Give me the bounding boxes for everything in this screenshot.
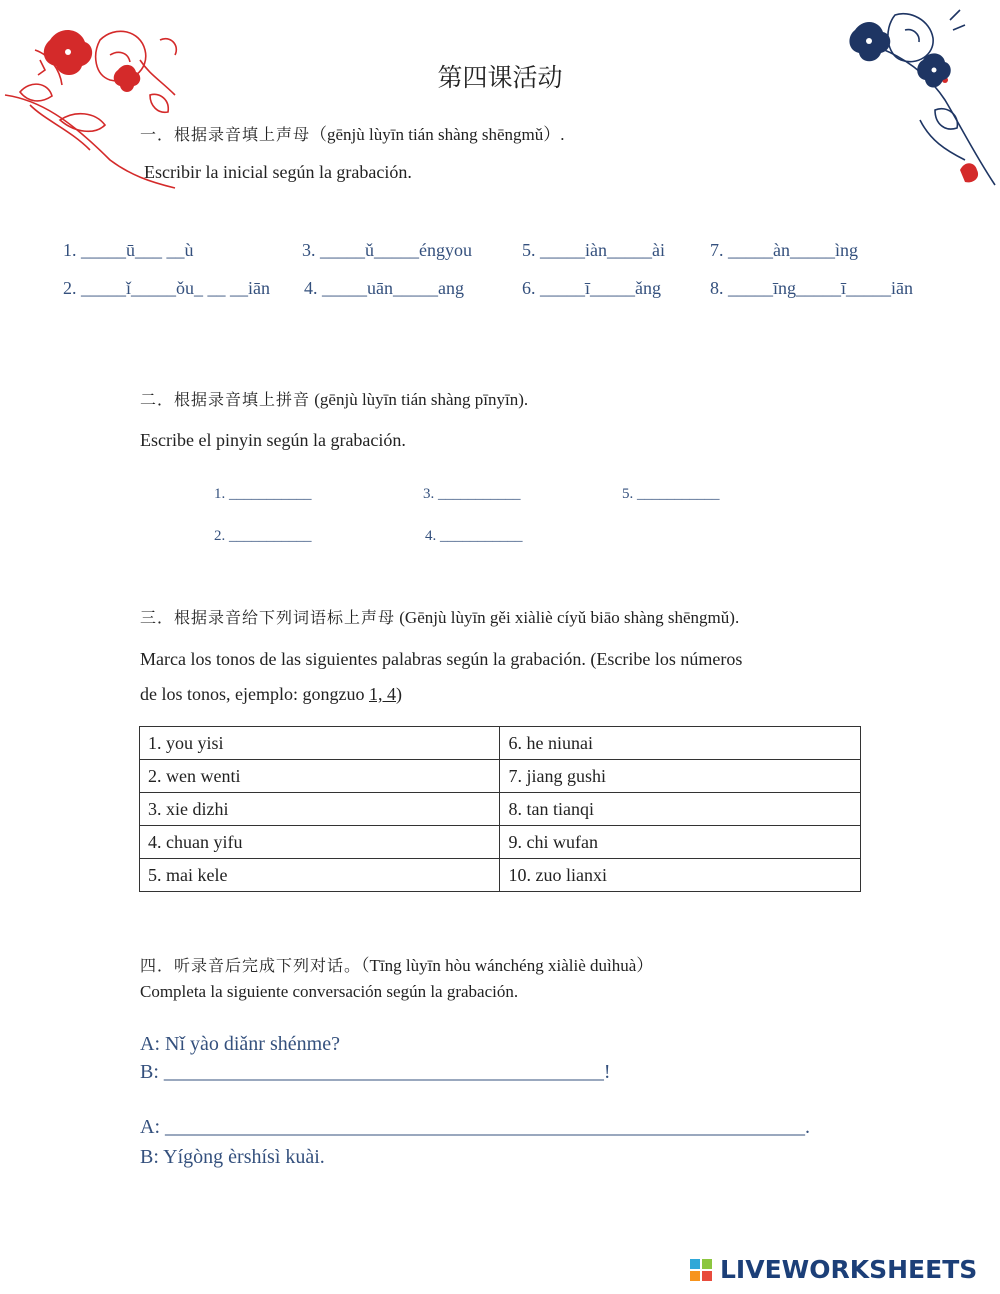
- table-cell[interactable]: 4. chuan yifu: [140, 826, 500, 859]
- table-cell[interactable]: 2. wen wenti: [140, 760, 500, 793]
- section4-heading-pinyin: （Tīng lùyīn hòu wánchéng xiàliè duìhuà）: [361, 956, 654, 975]
- section3-instruction-line1: Marca los tonos de las siguientes palabras según la grabación. (Escribe los números: [140, 649, 743, 669]
- s2-item-3[interactable]: 3. ___________: [423, 486, 521, 502]
- navy-flower-icon: [835, 0, 1000, 190]
- section3-instruction-line2: [140, 684, 402, 705]
- section2-heading-zh: 二．根据录音填上拼音: [140, 390, 311, 409]
- dialogue-line-b1[interactable]: B: ____________________________________________!: [140, 1061, 611, 1083]
- dialogue-line-b2: B: Yígòng èrshísì kuài.: [140, 1146, 325, 1168]
- section1-heading-pinyin: （gēnjù lùyīn tián shàng shēngmǔ）.: [310, 125, 565, 144]
- section2-heading: [140, 387, 528, 410]
- instruction-prefix: de los tonos, ejemplo: gongzuo: [140, 684, 369, 704]
- table-row: [140, 760, 861, 793]
- s2-item-5[interactable]: 5. ___________: [622, 486, 720, 502]
- s1-item-3[interactable]: 3. _____ǔ_____éngyou: [302, 240, 472, 260]
- section3-heading-pinyin: (Gēnjù lùyīn gěi xiàliè cíyǔ biāo shàng shēngmǔ).: [399, 608, 740, 627]
- dialogue-line-a2[interactable]: A: ________________________________________________________________.: [140, 1116, 810, 1138]
- tones-table: [139, 726, 861, 892]
- table-row: [140, 727, 861, 760]
- table-cell[interactable]: 5. mai kele: [140, 859, 500, 892]
- table-cell[interactable]: 10. zuo lianxi: [500, 859, 861, 892]
- section4-heading: [140, 951, 653, 976]
- s1-item-6[interactable]: 6. _____ī_____ǎng: [522, 278, 661, 298]
- section1-heading-zh: 一．根据录音填上声母: [140, 125, 311, 144]
- s1-item-1[interactable]: 1. _____ū___ __ù: [63, 240, 194, 260]
- table-cell[interactable]: 8. tan tianqi: [500, 793, 861, 826]
- s1-item-4[interactable]: 4. _____uān_____ang: [304, 278, 464, 298]
- section4-heading-zh: 四．听录音后完成下列对话。: [140, 956, 362, 975]
- table-cell[interactable]: 3. xie dizhi: [140, 793, 500, 826]
- dialogue-line-a1: A: Nǐ yào diǎnr shénme?: [140, 1033, 340, 1055]
- table-row: [140, 859, 861, 892]
- table-cell[interactable]: 7. jiang gushi: [500, 760, 861, 793]
- section4-subtitle: Completa la siguiente conversación según la grabación.: [140, 982, 519, 1001]
- table-cell[interactable]: 9. chi wufan: [500, 826, 861, 859]
- section2-subtitle: Escribe el pinyin según la grabación.: [140, 430, 406, 450]
- table-row: [140, 826, 861, 859]
- section3-heading-zh: 三．根据录音给下列词语标上声母: [140, 608, 396, 627]
- instruction-suffix: ): [395, 684, 402, 704]
- table-row: [140, 793, 861, 826]
- table-cell[interactable]: 6. he niunai: [500, 727, 861, 760]
- s1-item-8[interactable]: 8. _____īng_____ī_____iān: [710, 278, 913, 298]
- table-cell[interactable]: 1. you yisi: [140, 727, 500, 760]
- page-title: 第四课活动: [437, 63, 563, 92]
- section2-heading-pinyin: (gēnjù lùyīn tián shàng pīnyīn).: [314, 390, 529, 409]
- section1-heading: [140, 120, 565, 145]
- instruction-example: 1, 4: [368, 684, 396, 704]
- s1-item-7[interactable]: 7. _____àn_____ìng: [710, 240, 858, 260]
- s2-item-1[interactable]: 1. ___________: [214, 486, 312, 502]
- s1-item-2[interactable]: 2. _____ǐ_____ǒu_ __ __iān: [63, 278, 270, 298]
- s2-item-2[interactable]: 2. ___________: [214, 528, 312, 544]
- section3-heading: [140, 605, 739, 628]
- s1-item-5[interactable]: 5. _____iàn_____ài: [522, 240, 665, 260]
- section1-subtitle: Escribir la inicial según la grabación.: [144, 162, 412, 182]
- logo-icon: [690, 1259, 712, 1281]
- s2-item-4[interactable]: 4. ___________: [425, 528, 523, 544]
- liveworksheets-logo[interactable]: [690, 1255, 990, 1285]
- logo-text: LIVEWORKSHEETS: [720, 1255, 978, 1284]
